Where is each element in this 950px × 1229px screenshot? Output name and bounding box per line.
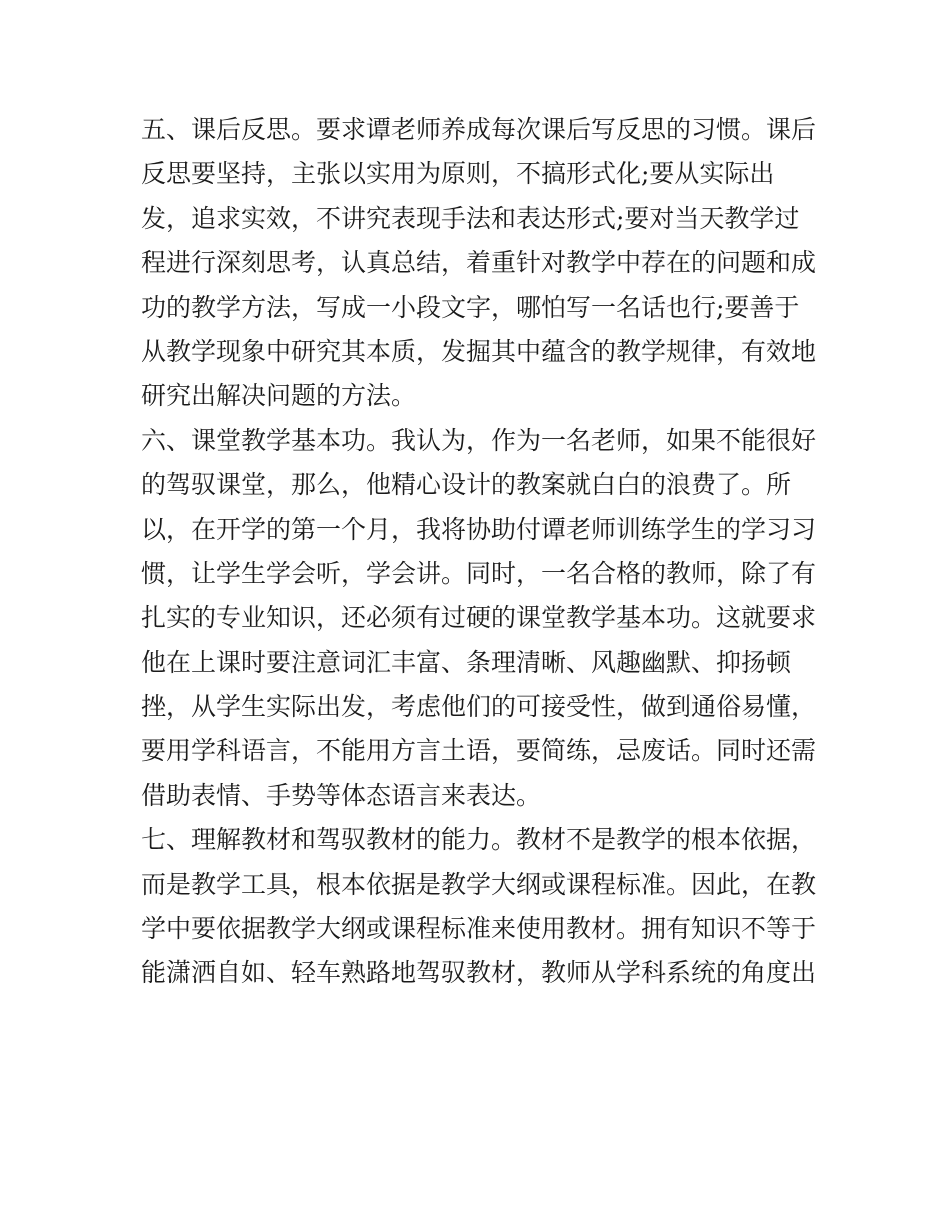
text-line: 以，在开学的第一个月，我将协助付谭老师训练学生的学习习 xyxy=(141,514,817,544)
text-line: 学中要依据教学大纲或课程标准来使用教材。拥有知识不等于 xyxy=(141,914,817,944)
text-line: 能潇洒自如、轻车熟路地驾驭教材，教师从学科系统的角度出 xyxy=(141,958,817,988)
text-line: 研究出解决问题的方法。 xyxy=(141,381,417,411)
text-line: 六、课堂教学基本功。我认为，作为一名老师，如果不能很好 xyxy=(141,425,817,455)
text-line: 从教学现象中研究其本质，发掘其中蕴含的教学规律，有效地 xyxy=(141,336,817,366)
text-line: 挫，从学生实际出发，考虑他们的可接受性，做到通俗易懂， xyxy=(141,692,817,722)
text-line: 的驾驭课堂，那么，他精心设计的教案就白白的浪费了。所 xyxy=(141,470,792,500)
text-line: 程进行深刻思考，认真总结，着重针对教学中荐在的问题和成 xyxy=(141,248,817,278)
text-line: 扎实的专业知识，还必须有过硬的课堂教学基本功。这就要求 xyxy=(141,603,817,633)
text-line: 而是教学工具，根本依据是教学大纲或课程标准。因此，在教 xyxy=(141,869,817,899)
text-line: 借助表情、手势等体态语言来表达。 xyxy=(141,780,542,810)
text-line: 惯，让学生学会听，学会讲。同时，一名合格的教师，除了有 xyxy=(141,558,817,588)
text-line: 要用学科语言，不能用方言土语，要简练，忌废话。同时还需 xyxy=(141,736,817,766)
text-line: 五、课后反思。要求谭老师养成每次课后写反思的习惯。课后 xyxy=(141,115,817,144)
text-line: 反思要坚持，主张以实用为原则，不搞形式化;要从实际出 xyxy=(141,159,775,189)
text-line: 发，追求实效，不讲究表现手法和表达形式;要对当天教学过 xyxy=(141,203,800,233)
document-body xyxy=(141,108,817,996)
text-line: 他在上课时要注意词汇丰富、条理清晰、风趣幽默、抑扬顿 xyxy=(141,647,792,677)
text-line: 功的教学方法，写成一小段文字，哪怕写一名话也行;要善于 xyxy=(141,292,800,322)
text-line: 七、理解教材和驾驭教材的能力。教材不是教学的根本依据， xyxy=(141,825,817,855)
